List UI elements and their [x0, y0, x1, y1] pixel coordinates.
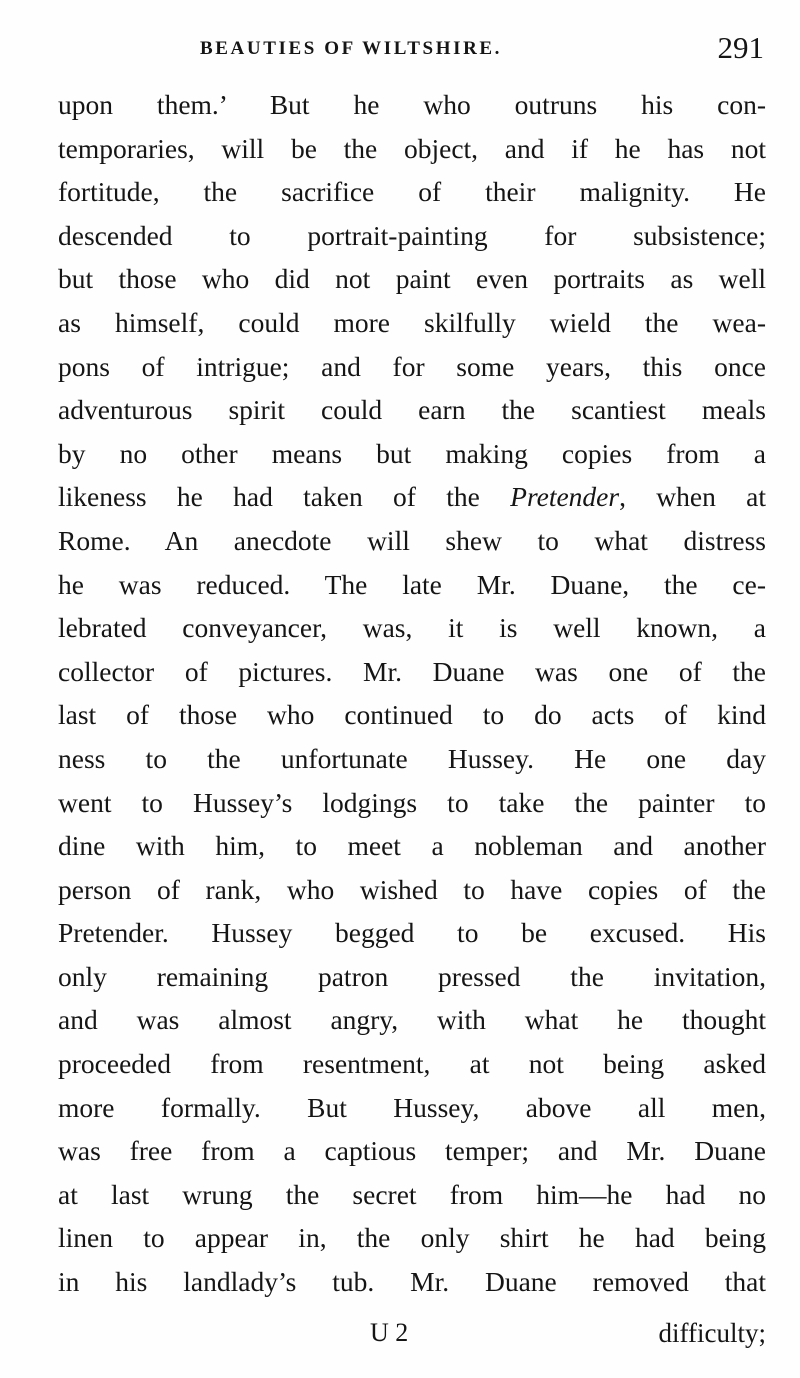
text-line: proceeded from resentment, at not being asked	[58, 1048, 766, 1080]
text-line: ness to the unfortunate Hussey. He one day	[58, 742, 766, 774]
text-line: dine with him, to meet a nobleman and another	[58, 830, 766, 862]
text-segment: , when at	[619, 481, 766, 513]
page-number: 291	[717, 30, 764, 65]
text-line: linen to appear in, the only shirt he had being	[58, 1222, 766, 1254]
text-line: by no other means but making copies from a	[58, 437, 766, 469]
running-title: BEAUTIES OF WILTSHIRE.	[200, 38, 503, 59]
text-line: Rome. An anecdote will shew to what distress	[58, 524, 766, 556]
text-line: went to Hussey’s lodgings to take the painter to	[58, 786, 766, 818]
text-line: temporaries, will be the object, and if he has not	[58, 132, 766, 164]
text-line: lebrated conveyancer, was, it is well known, a	[58, 612, 766, 644]
text-line: only remaining patron pressed the invitation,	[58, 960, 766, 992]
text-line: upon them.’ But he who outruns his con-	[58, 89, 766, 120]
signature-mark: U 2	[370, 1318, 409, 1347]
text-line: in his landlady’s tub. Mr. Duane removed that	[58, 1266, 766, 1298]
running-head	[60, 30, 766, 74]
text-line: at last wrung the secret from him—he had no	[58, 1178, 766, 1210]
text-line: collector of pictures. Mr. Duane was one of the	[58, 655, 766, 687]
text-line: was free from a captious temper; and Mr. Duane	[58, 1135, 766, 1167]
text-line: descended to portrait-painting for subsistence;	[58, 219, 766, 251]
text-line: he was reduced. The late Mr. Duane, the ce-	[58, 568, 766, 600]
text-line: fortitude, the sacrifice of their malignity. He	[58, 176, 766, 208]
text-line: last of those who continued to do acts of kind	[58, 699, 766, 731]
text-line: person of rank, who wished to have copies of the	[58, 873, 766, 905]
text-line: more formally. But Hussey, above all men,	[58, 1091, 766, 1123]
text-line: Pretender. Hussey begged to be excused. His	[58, 917, 766, 949]
body-text	[58, 83, 766, 1304]
page-footer	[58, 1318, 766, 1362]
text-line: and was almost angry, with what he thought	[58, 1004, 766, 1036]
text-line: pons of intrigue; and for some years, this once	[58, 350, 766, 382]
text-line: but those who did not paint even portraits as well	[58, 263, 766, 295]
text-line: as himself, could more skilfully wield the wea-	[58, 306, 766, 338]
text-line-italic	[58, 475, 766, 519]
text-segment: likeness he had taken of the	[58, 481, 511, 513]
text-line: adventurous spirit could earn the scantiest meals	[58, 394, 766, 426]
catchword: difficulty;	[658, 1318, 766, 1348]
italic-word: Pretender	[510, 481, 620, 513]
